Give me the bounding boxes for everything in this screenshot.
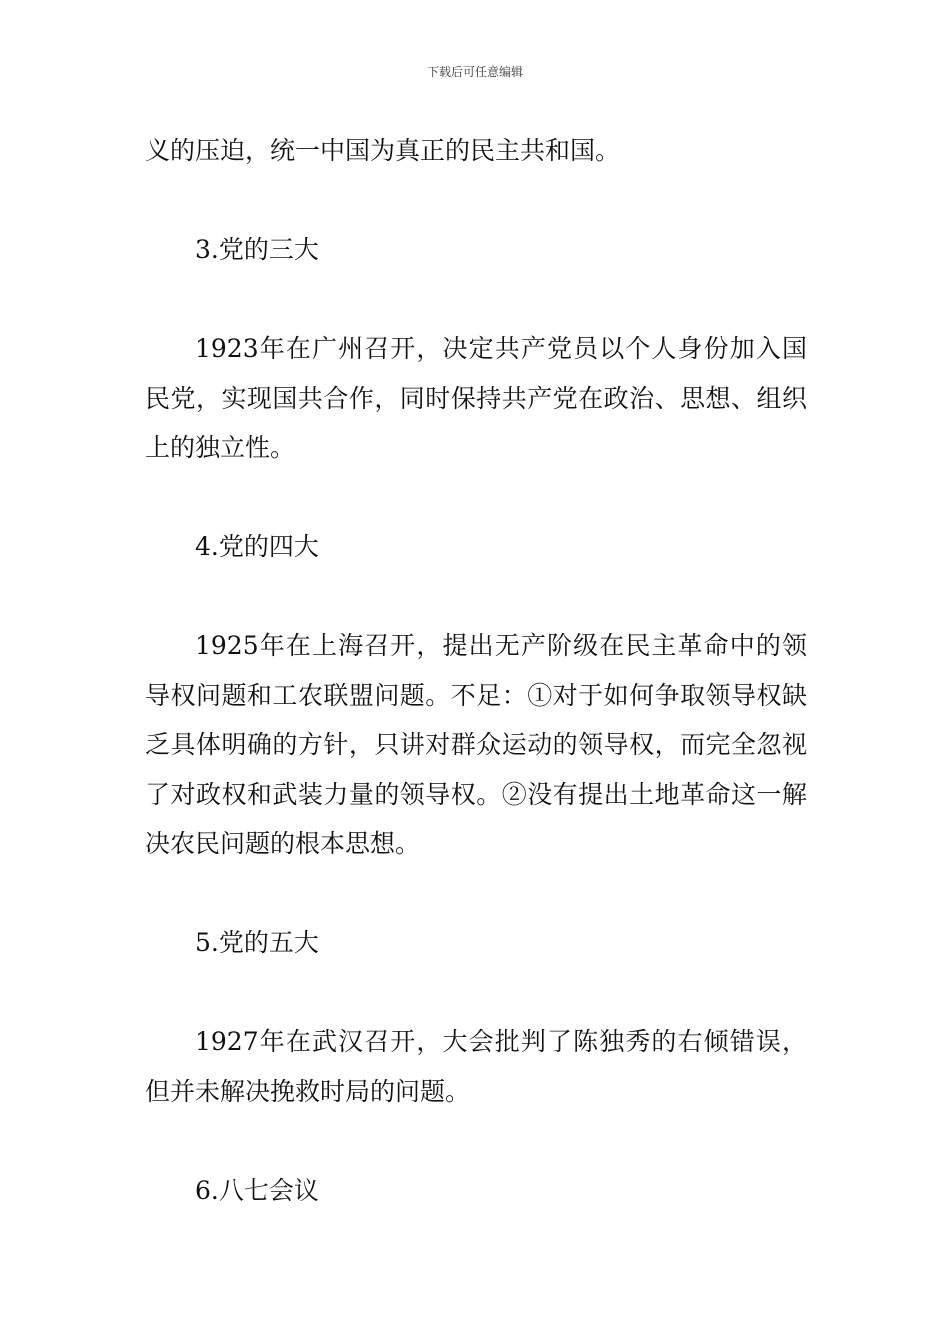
paragraph-fourth-congress: 1925年在上海召开，提出无产阶级在民主革命中的领导权问题和工农联盟问题。不足：①对于如何争取领导权缺乏具体明确的方针，只讲对群众运动的领导权，而完全忽视了对政权和武装力量的领导权。②没有提出土地革命这一解决农民问题的根本思想。	[145, 631, 807, 858]
paragraph-gap	[145, 968, 807, 1018]
paragraph-gap	[145, 572, 807, 622]
section-heading-6: 6.八七会议	[195, 1175, 319, 1205]
section-heading-4: 4.党的四大	[195, 532, 319, 561]
paragraph-continuation: 义的压迫，统一中国为真正的民主共和国。	[145, 136, 621, 165]
document-body	[145, 126, 807, 1215]
paragraph-gap	[145, 1116, 807, 1166]
section-heading-5: 5.党的五大	[195, 928, 319, 957]
page-header: 下载后可任意编辑	[426, 65, 523, 79]
paragraph-gap	[145, 275, 807, 325]
section-heading-3: 3.党的三大	[195, 235, 319, 264]
paragraph-gap	[145, 176, 807, 226]
paragraph-third-congress: 1923年在广州召开，决定共产党员以个人身份加入国民党，实现国共合作，同时保持共产党在政治、思想、组织上的独立性。	[145, 334, 807, 462]
paragraph-gap	[145, 473, 807, 523]
paragraph-fifth-congress: 1927年在武汉召开，大会批判了陈独秀的右倾错误，但并未解决挽救时局的问题。	[145, 1027, 807, 1106]
paragraph-gap	[145, 869, 807, 919]
